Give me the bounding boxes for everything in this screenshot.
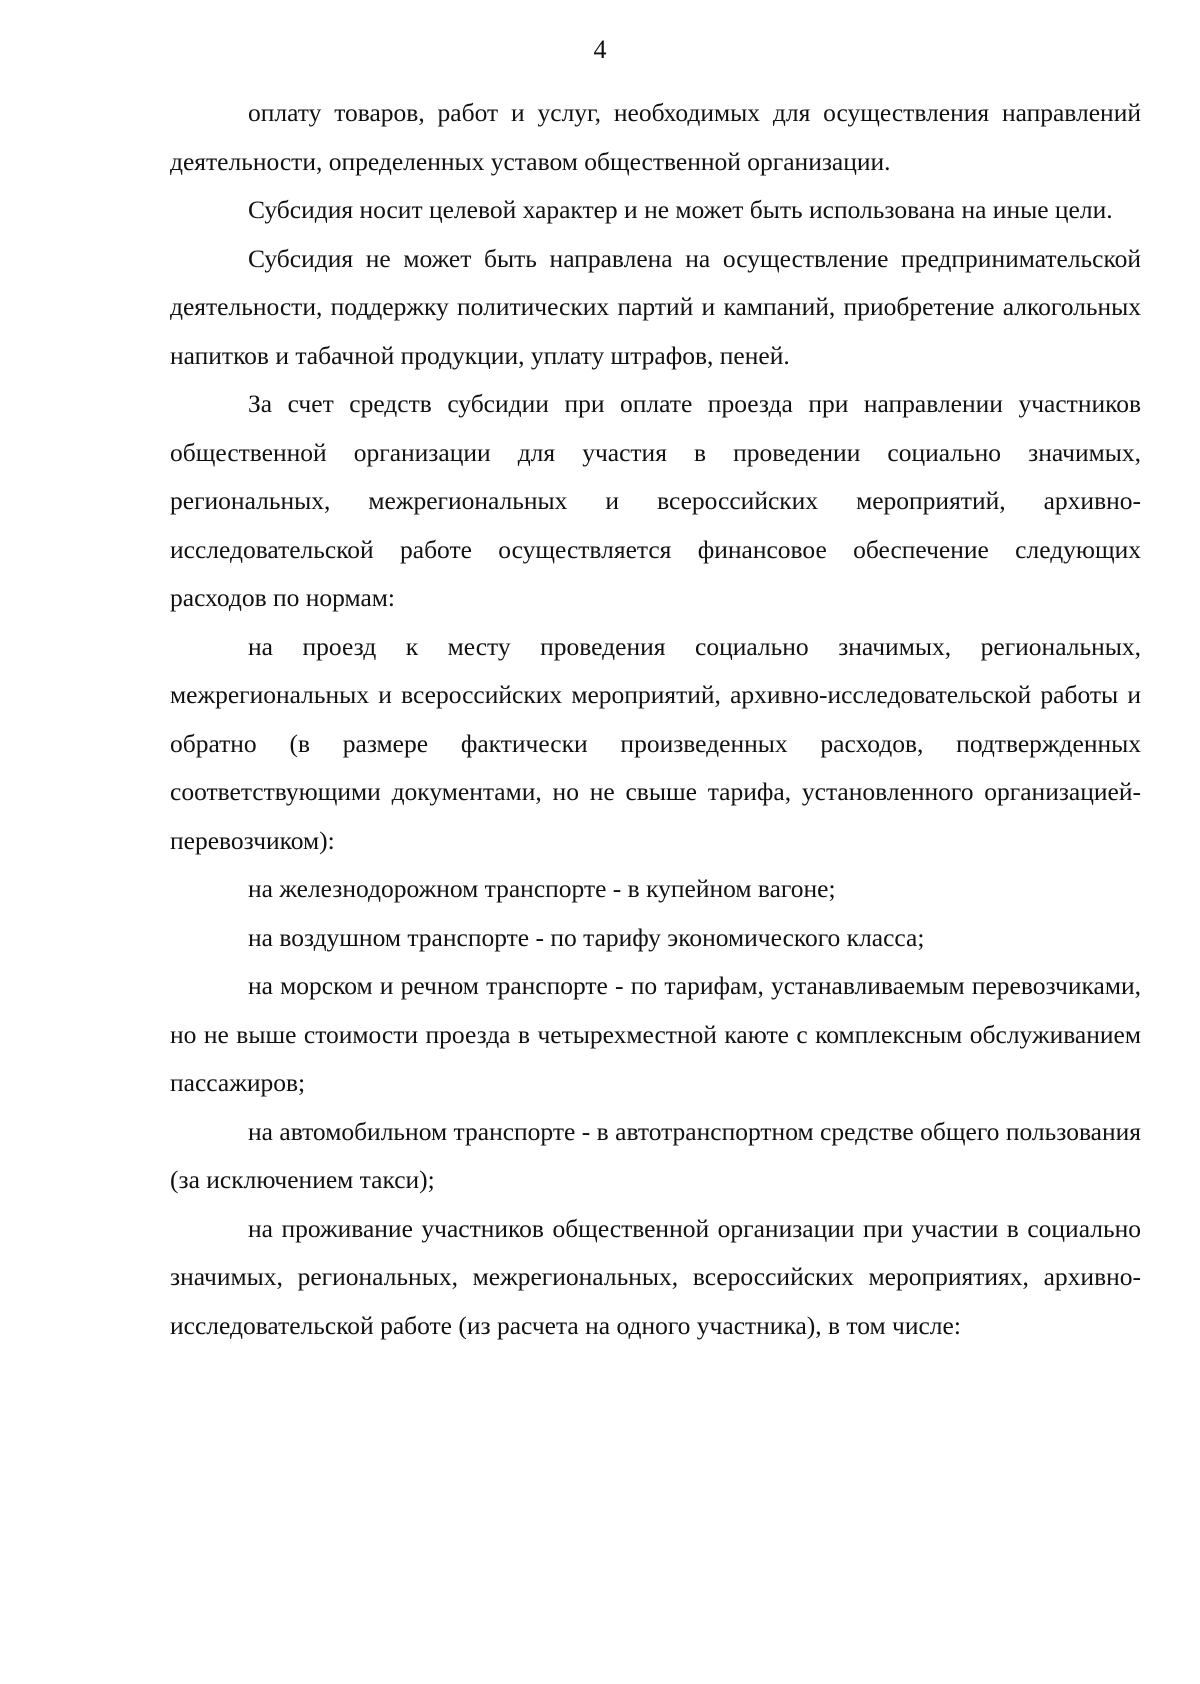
document-body <box>170 89 1141 1350</box>
paragraph: на морском и речном транспорте - по тарифам, устанавливаемым перевозчиками, но не выше стоимости проезда в четырехместной каюте с комплексным обслуживанием пассажиров; <box>170 971 1141 1097</box>
paragraph: оплату товаров, работ и услуг, необходимых для осуществления направлений деятельности, определенных уставом общественной организации. <box>170 98 1141 176</box>
paragraph: За счет средств субсидии при оплате проезда при направлении участников общественной организации для участия в проведении социально значимых, региональных, межрегиональных и всероссийских мероприятий, архивно-исследовательской работе осуществляется финансовое обеспечение следующих расходов по нормам: <box>170 389 1141 612</box>
paragraph: на проживание участников общественной организации при участии в социально значимых, региональных, межрегиональных, всероссийских мероприятиях, архивно-исследовательской работе (из расчета на одного участника), в том числе: <box>170 1213 1141 1340</box>
paragraph: на автомобильном транспорте - в автотранспортном средстве общего пользования (за исключением такси); <box>170 1116 1141 1194</box>
paragraph: на проезд к месту проведения социально значимых, региональных, межрегиональных и всероссийских мероприятий, архивно-исследовательской работы и обратно (в размере фактически произведенных расходов, подтвержденных соответствующими документами, но не свыше тарифа, установленного организацией-перевозчиком): <box>170 631 1141 855</box>
paragraph: Субсидия не может быть направлена на осуществление предпринимательской деятельности, поддержку политических партий и кампаний, приобретение алкогольных напитков и табачной продукции, уплату штрафов, пеней. <box>170 243 1141 370</box>
paragraph: на воздушном транспорте - по тарифу экономического класса; <box>248 922 925 952</box>
page-number: 4 <box>593 35 607 64</box>
paragraph: Субсидия носит целевой характер и не может быть использована на иные цели. <box>248 195 1113 224</box>
paragraph: на железнодорожном транспорте - в купейном вагоне; <box>248 874 836 903</box>
